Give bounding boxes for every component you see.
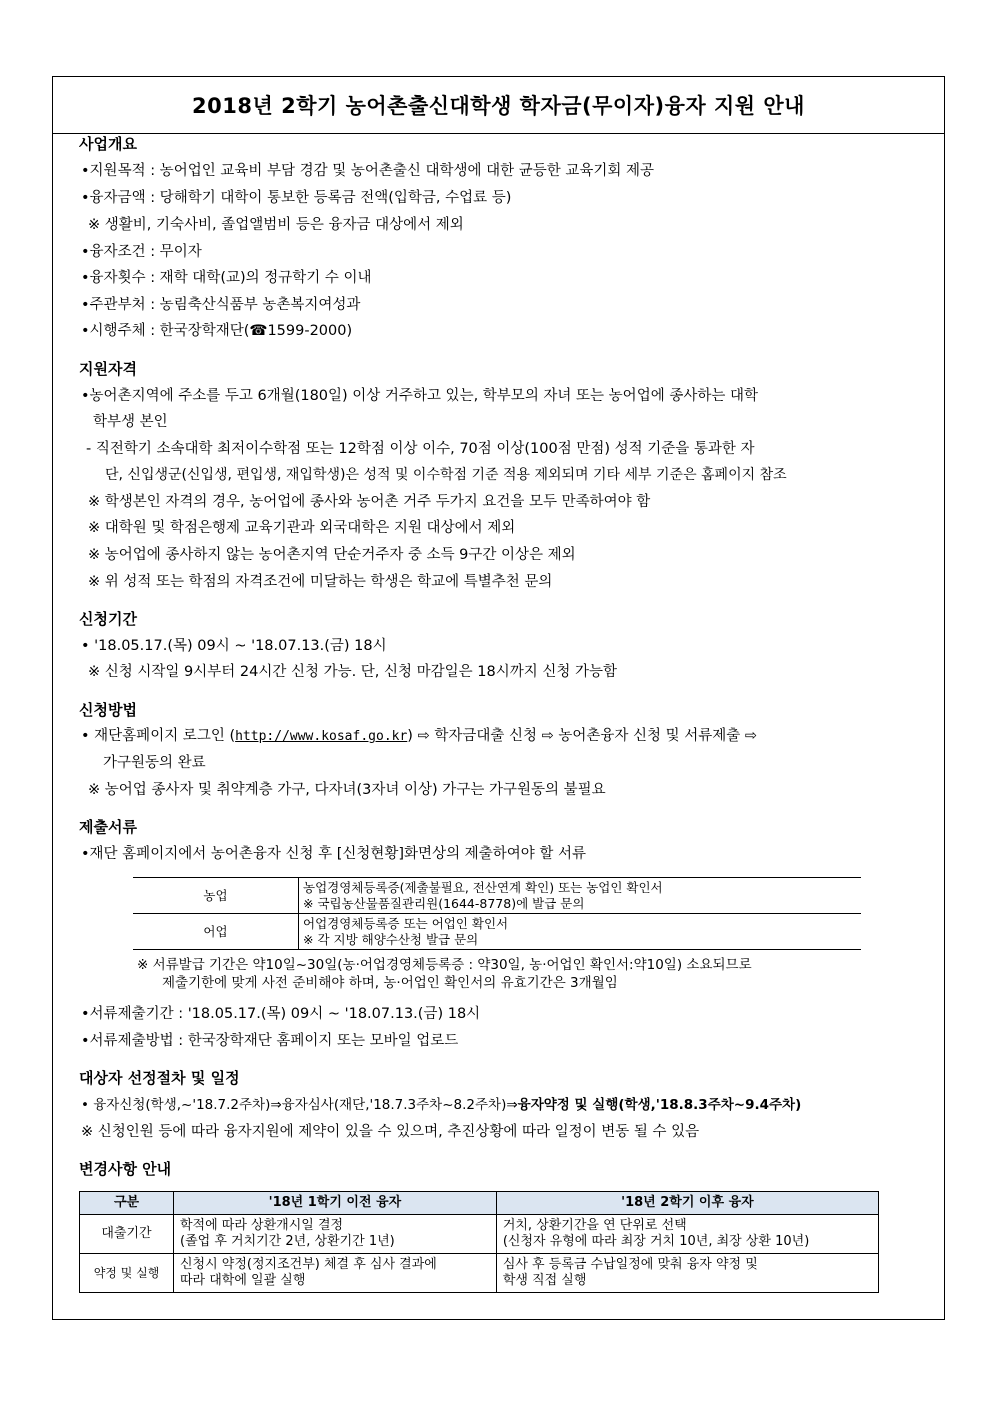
business-line: •융자횟수 : 재학 대학(교)의 정규학기 수 이내 [81, 270, 372, 286]
section-heading-business: 사업개요 [79, 135, 137, 153]
section-heading-selection: 대상자 선정절차 및 일정 [79, 1069, 240, 1087]
doc-detail-line: 어업경영체등록증 또는 어업인 확인서 [303, 915, 509, 931]
table-row [133, 878, 861, 914]
change-before [174, 1254, 497, 1293]
change-before [174, 1215, 497, 1254]
kosaf-link[interactable]: http://www.kosaf.go.kr [235, 729, 408, 744]
table-row [133, 914, 861, 950]
selection-note: ※ 신청인원 등에 따라 융자지원에 제약이 있을 수 있으며, 추진상황에 따라 일정이 변동 될 수 있음 [81, 1124, 700, 1140]
title-box [53, 77, 944, 134]
table-row [80, 1254, 879, 1293]
changes-table [79, 1191, 879, 1293]
doc-detail [299, 878, 862, 914]
table-row [80, 1215, 879, 1254]
change-after [496, 1254, 878, 1293]
doc-category: 농업 [133, 878, 299, 914]
business-line: •지원목적 : 농어업인 교육비 부담 경감 및 농어촌출신 대학생에 대한 균등한 교육기회 제공 [81, 163, 654, 179]
eligibility-note: ※ 대학원 및 학점은행제 교육기관과 외국대학은 지원 대상에서 제외 [88, 520, 516, 536]
column-header: 구분 [80, 1192, 174, 1215]
eligibility-line: 학부생 본인 [93, 414, 168, 430]
section-heading-method: 신청방법 [79, 701, 137, 719]
documents-note: 제출기한에 맞게 사전 준비해야 하며, 농·어업인 확인서의 유효기간은 3개월임 [162, 975, 618, 991]
period-line: • '18.05.17.(목) 09시 ~ '18.07.13.(금) 18시 [81, 638, 387, 654]
method-line [81, 727, 757, 746]
page-title: 2018년 2학기 농어촌출신대학생 학자금(무이자)융자 지원 안내 [192, 94, 805, 118]
cell-line: 거치, 상환기간을 연 단위로 선택 [502, 1218, 687, 1233]
period-note: ※ 신청 시작일 9시부터 24시간 신청 가능. 단, 신청 마감일은 18시까지 신청 가능함 [88, 664, 618, 680]
cell-line: 따라 대학에 일괄 실행 [180, 1273, 306, 1288]
doc-detail-line: ※ 국립농산물품질관리원(1644-8778)에 발급 문의 [303, 895, 585, 911]
cell-line: 신청시 약정(정지조건부) 체결 후 심사 결과에 [180, 1257, 437, 1272]
cell-line: (신청자 유형에 따라 최장 거치 10년, 최장 상환 10년) [502, 1234, 810, 1249]
eligibility-note: ※ 학생본인 자격의 경우, 농어업에 종사와 농어촌 거주 두가지 요건을 모두 만족하여야 함 [88, 494, 651, 510]
change-after [496, 1215, 878, 1254]
eligibility-line: 단, 신입생군(신입생, 편입생, 재입학생)은 성적 및 이수학점 기준 적용 제외되며 기타 세부 기준은 홈페이지 참조 [105, 467, 787, 483]
cell-line: (졸업 후 거치기간 2년, 상환기간 1년) [180, 1234, 395, 1249]
method-line-pre: • 재단홈페이지 로그인 ( [81, 728, 236, 744]
cell-line: 심사 후 등록금 수납일정에 맞춰 융자 약정 및 [502, 1257, 758, 1272]
eligibility-note: ※ 위 성적 또는 학점의 자격조건에 미달하는 학생은 학교에 특별추천 문의 [88, 574, 553, 590]
change-category: 약정 및 실행 [80, 1254, 174, 1293]
doc-detail-line: ※ 각 지방 해양수산청 발급 문의 [303, 931, 479, 947]
business-note: ※ 생활비, 기숙사비, 졸업앨범비 등은 융자금 대상에서 제외 [88, 217, 464, 233]
table-header-row [80, 1192, 879, 1215]
column-header: '18년 1학기 이전 융자 [174, 1192, 497, 1215]
eligibility-line: •농어촌지역에 주소를 두고 6개월(180일) 이상 거주하고 있는, 학부모의 자녀 또는 농어업에 종사하는 대학 [81, 388, 758, 404]
business-line: •주관부처 : 농림축산식품부 농촌복지여성과 [81, 297, 361, 313]
cell-line: 학생 직접 실행 [502, 1273, 587, 1288]
eligibility-note: ※ 농어업에 종사하지 않는 농어촌지역 단순거주자 중 소득 9구간 이상은 제외 [88, 547, 576, 563]
documents-method: •서류제출방법 : 한국장학재단 홈페이지 또는 모바일 업로드 [81, 1033, 459, 1049]
selection-steps: • 융자신청(학생,~'18.7.2주차)⇒융자심사(재단,'18.7.3주차~8.2주차)⇒ [81, 1097, 518, 1113]
documents-intro: •재단 홈페이지에서 농어촌융자 신청 후 [신청현황]화면상의 제출하여야 할 서류 [81, 846, 586, 862]
documents-period: •서류제출기간 : '18.05.17.(목) 09시 ~ '18.07.13.(금) 18시 [81, 1006, 481, 1022]
doc-category: 어업 [133, 914, 299, 950]
method-line: 가구원동의 완료 [103, 755, 206, 771]
doc-detail [299, 914, 862, 950]
method-note: ※ 농어업 종사자 및 취약계층 가구, 다자녀(3자녀 이상) 가구는 가구원동의 불필요 [88, 782, 606, 798]
eligibility-line: - 직전학기 소속대학 최저이수학점 또는 12학점 이상 이수, 70점 이상(100점 만점) 성적 기준을 통과한 자 [86, 441, 755, 457]
business-line: •융자금액 : 당해학기 대학이 통보한 등록금 전액(입학금, 수업료 등) [81, 190, 512, 206]
business-line: •시행주체 : 한국장학재단(☎1599-2000) [81, 323, 353, 339]
cell-line: 학적에 따라 상환개시일 결정 [180, 1218, 344, 1233]
doc-detail-line: 농업경영체등록증(제출불필요, 전산연계 확인) 또는 농업인 확인서 [303, 879, 663, 895]
method-line-post: ) ⇨ 학자금대출 신청 ⇨ 농어촌융자 신청 및 서류제출 ⇨ [407, 728, 758, 744]
section-heading-changes: 변경사항 안내 [79, 1160, 172, 1178]
selection-line [81, 1096, 801, 1114]
documents-note: ※ 서류발급 기간은 약10일~30일(농·어업경영체등록증 : 약30일, 농·어업인 확인서:약10일) 소요되므로 [137, 957, 752, 973]
business-line: •융자조건 : 무이자 [81, 244, 202, 260]
column-header: '18년 2학기 이후 융자 [496, 1192, 878, 1215]
section-heading-eligibility: 지원자격 [79, 360, 137, 378]
documents-table [133, 877, 861, 950]
section-heading-documents: 제출서류 [79, 818, 137, 836]
section-heading-period: 신청기간 [79, 610, 137, 628]
change-category: 대출기간 [80, 1215, 174, 1254]
selection-final-step: 융자약정 및 실행(학생,'18.8.3주차~9.4주차) [517, 1097, 802, 1113]
